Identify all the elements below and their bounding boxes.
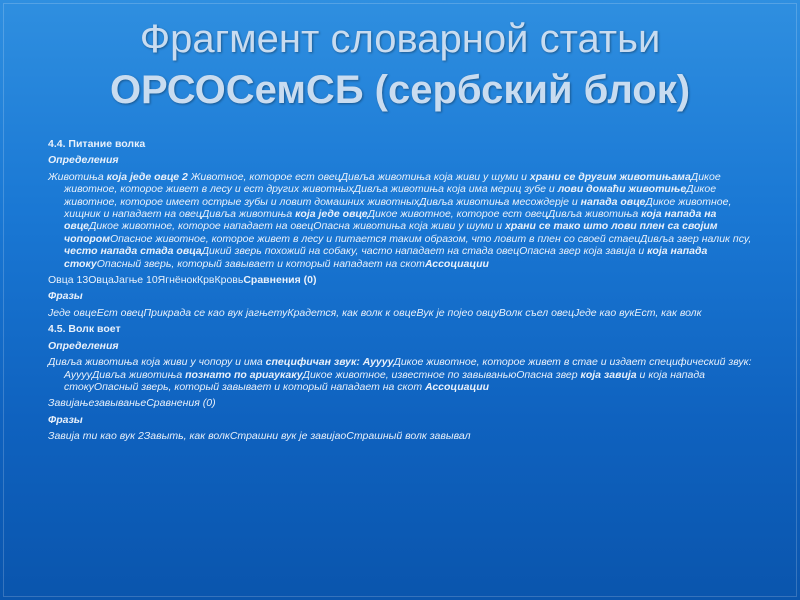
- section-4-4-phrases: Једе овцеЕст овецПрикрада се као вук јагњетуКрадется, как волк к овцеВук је појео овцуВолк съел овецЈеде као вукЕст, как волк: [48, 306, 702, 319]
- emphasis-text: Сравнения (0): [243, 274, 317, 287]
- section-4-5-heading: 4.5. Волк воет: [48, 323, 121, 336]
- emphasis-text: специфичан звук: Ауууу: [265, 356, 394, 369]
- emphasis-text: често напада стада овца: [64, 245, 202, 258]
- section-4-4-heading: 4.4. Питание волка: [48, 138, 146, 150]
- text-run: ЗавијањезавываньеСравнения (0): [48, 397, 216, 410]
- text-run: Дикое животное, которое ест овецДивља животиња: [367, 208, 642, 221]
- emphasis-text: Ассоциации: [425, 380, 490, 393]
- text-run: Дикое животное, известное по завываньюОпасна звер: [302, 368, 581, 381]
- text-run: Овца 13ОвцаЈагње 10ЯгнёнокКрвКровь: [48, 274, 244, 287]
- text-run: Дикое животное, которое живет в лесу и ест других животныхДивља животиња која има мериц зубе и: [64, 170, 721, 196]
- slide-title: [0, 14, 800, 116]
- emphasis-text: која завија: [580, 368, 637, 381]
- text-run: Опасное животное, которое живет в лесу и питается таким образом, что ловит в плен со своей стаеиДивља звер налик псу,: [109, 232, 752, 245]
- section-4-4-definitions: [48, 171, 760, 270]
- section-4-4-definitions-label: Определения: [48, 154, 119, 167]
- emphasis-text: која једе овце 2: [106, 170, 188, 183]
- text-run: Дивља животиња која живи у чопору и има: [48, 356, 266, 369]
- emphasis-text: која једе овце: [295, 208, 368, 221]
- emphasis-text: храни се тако што лови плен са својим чопором: [64, 220, 718, 245]
- section-4-4-phrases-label: Фразы: [48, 290, 83, 303]
- text-run: Животное, которое ест овецДивља животиња која живи у шуми и: [187, 170, 530, 183]
- emphasis-text: која напада на овце: [64, 208, 717, 233]
- section-4-5-phrases: Завија ти као вук 2Завыть, как волкСтрашни вук је завијаоСтрашный волк завывал: [48, 430, 471, 443]
- section-4-5-definitions: [48, 356, 760, 393]
- text-run: Дикое животное, хищник и нападает на овецДивља животиња: [64, 195, 732, 221]
- title-line-1: Фрагмент словарной статьи: [139, 17, 661, 61]
- text-run: Животиња: [48, 170, 107, 183]
- emphasis-text: лови домаћи животиње: [557, 183, 687, 196]
- section-4-5-associations: [48, 397, 760, 409]
- emphasis-text: познато по ариаукаку: [185, 368, 303, 381]
- section-4-4-associations: [48, 274, 760, 286]
- section-4-5-definitions-label: Определения: [48, 339, 119, 352]
- emphasis-text: напада овце: [580, 195, 646, 208]
- text-run: Дикое животное, которое живет в стае и издает специфический звук: АууууДивља животиња: [64, 356, 752, 381]
- title-line-2: ОРСОСемСБ (сербский блок): [109, 68, 691, 112]
- text-run: и која напада стокуОпасный зверь, который завывает и который нападает на скот: [64, 368, 705, 393]
- emphasis-text: храни се другим животињама: [529, 170, 691, 183]
- dictionary-entry: [48, 138, 760, 447]
- emphasis-text: Ассоциации: [424, 257, 489, 270]
- text-run: Опасный зверь, который завывает и который нападает на скот: [96, 257, 425, 270]
- text-run: Дикое животное, которое нападает на овецОпасна животиња која живи у шуми и: [88, 220, 506, 233]
- text-run: Дикий зверь похожий на собаку, часто нападает на стада овецОпасна звер која завија и: [201, 245, 648, 258]
- text-run: Дикое животное, которое имеет острые зубы и ловит домашних животныхДивља животиња месождерје и: [64, 183, 717, 208]
- section-4-5-phrases-label: Фразы: [48, 413, 83, 426]
- emphasis-text: која напада стоку: [64, 245, 708, 270]
